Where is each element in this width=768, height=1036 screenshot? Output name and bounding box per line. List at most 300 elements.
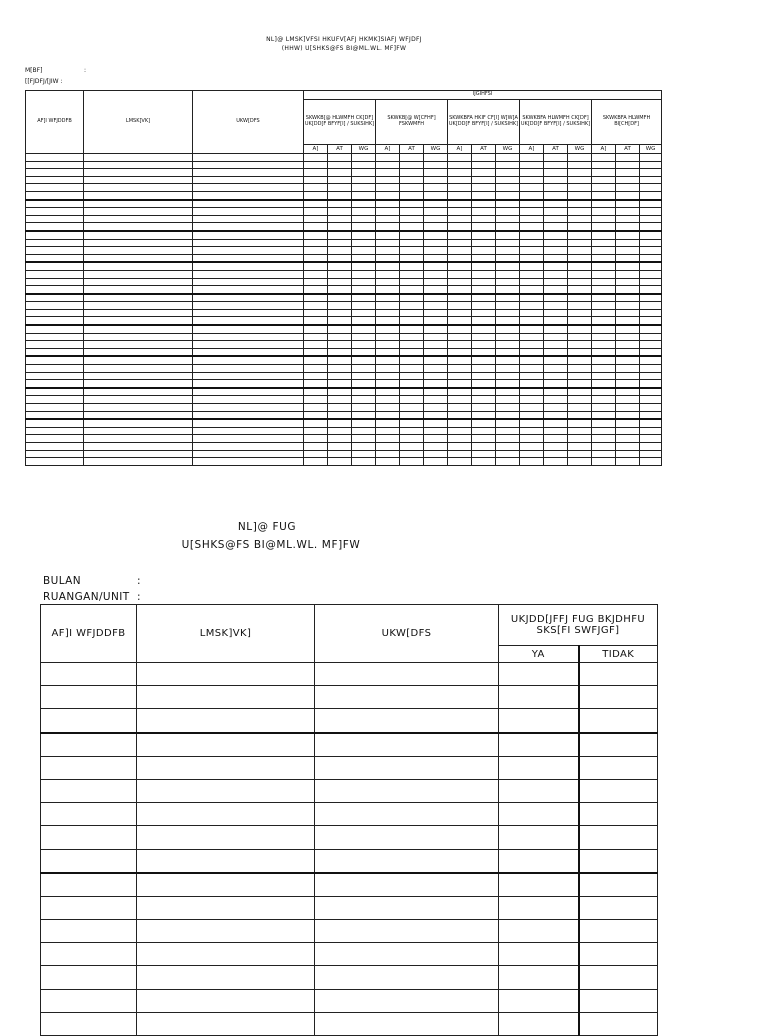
table-cell[interactable] [400,169,424,177]
table-cell[interactable] [616,348,640,356]
table-cell[interactable] [304,184,328,192]
table-cell[interactable] [544,365,568,373]
table-cell[interactable] [640,348,662,356]
table-cell[interactable] [640,239,662,247]
table-cell[interactable] [328,231,352,239]
table-cell[interactable] [424,169,448,177]
table-cell[interactable] [520,286,544,294]
table-cell[interactable] [328,365,352,373]
table-cell[interactable] [616,231,640,239]
table-cell[interactable] [496,161,520,169]
table-cell[interactable] [448,247,472,255]
table-cell[interactable] [304,154,328,162]
table-cell[interactable] [568,254,592,262]
table-cell[interactable] [26,254,84,262]
table-cell[interactable] [592,302,616,310]
table-cell[interactable] [579,896,658,919]
table-cell[interactable] [137,920,315,943]
table-cell[interactable] [193,442,304,450]
table-cell[interactable] [640,404,662,412]
table-cell[interactable] [400,427,424,435]
table-cell[interactable] [376,404,400,412]
table-cell[interactable] [193,341,304,349]
table-cell[interactable] [193,388,304,396]
table-cell[interactable] [568,231,592,239]
table-cell[interactable] [640,231,662,239]
table-cell[interactable] [496,254,520,262]
table-cell[interactable] [520,372,544,380]
table-cell[interactable] [193,309,304,317]
table-cell[interactable] [568,154,592,162]
table-cell[interactable] [424,154,448,162]
table-cell[interactable] [376,262,400,270]
table-cell[interactable] [315,756,499,779]
table-cell[interactable] [304,458,328,466]
table-cell[interactable] [472,200,496,208]
table-cell[interactable] [376,427,400,435]
table-cell[interactable] [520,380,544,388]
table-cell[interactable] [520,411,544,419]
table-cell[interactable] [616,278,640,286]
table-cell[interactable] [616,435,640,443]
table-cell[interactable] [496,278,520,286]
table-cell[interactable] [544,231,568,239]
table-cell[interactable] [193,365,304,373]
table-cell[interactable] [616,169,640,177]
table-cell[interactable] [304,450,328,458]
table-cell[interactable] [496,247,520,255]
table-cell[interactable] [592,184,616,192]
table-cell[interactable] [499,920,579,943]
table-cell[interactable] [499,733,579,757]
table-cell[interactable] [400,262,424,270]
table-cell[interactable] [520,396,544,404]
table-cell[interactable] [328,191,352,199]
table-cell[interactable] [424,435,448,443]
table-cell[interactable] [520,435,544,443]
table-cell[interactable] [544,388,568,396]
table-cell[interactable] [400,442,424,450]
table-cell[interactable] [137,873,315,897]
table-cell[interactable] [640,341,662,349]
table-cell[interactable] [544,184,568,192]
table-cell[interactable] [640,184,662,192]
table-cell[interactable] [376,365,400,373]
table-cell[interactable] [579,966,658,989]
table-cell[interactable] [352,388,376,396]
table-cell[interactable] [424,317,448,325]
table-cell[interactable] [544,302,568,310]
table-cell[interactable] [472,231,496,239]
table-cell[interactable] [26,208,84,216]
table-cell[interactable] [592,388,616,396]
table-cell[interactable] [496,380,520,388]
table-cell[interactable] [304,208,328,216]
table-cell[interactable] [592,286,616,294]
table-cell[interactable] [41,779,137,802]
table-cell[interactable] [315,989,499,1012]
table-cell[interactable] [472,254,496,262]
table-cell[interactable] [376,317,400,325]
table-cell[interactable] [376,215,400,223]
table-cell[interactable] [568,365,592,373]
table-cell[interactable] [592,294,616,302]
table-cell[interactable] [376,231,400,239]
table-cell[interactable] [304,262,328,270]
table-cell[interactable] [352,161,376,169]
table-cell[interactable] [84,215,193,223]
table-cell[interactable] [592,419,616,427]
table-cell[interactable] [616,458,640,466]
table-cell[interactable] [568,302,592,310]
table-cell[interactable] [84,396,193,404]
table-cell[interactable] [400,231,424,239]
table-cell[interactable] [26,396,84,404]
table-cell[interactable] [568,309,592,317]
table-cell[interactable] [84,247,193,255]
table-cell[interactable] [304,356,328,364]
table-cell[interactable] [544,341,568,349]
table-cell[interactable] [592,154,616,162]
table-cell[interactable] [400,200,424,208]
table-cell[interactable] [400,396,424,404]
table-cell[interactable] [315,966,499,989]
table-cell[interactable] [352,427,376,435]
table-cell[interactable] [304,419,328,427]
table-cell[interactable] [496,419,520,427]
table-cell[interactable] [315,873,499,897]
table-cell[interactable] [400,388,424,396]
table-cell[interactable] [400,270,424,278]
table-cell[interactable] [472,239,496,247]
table-cell[interactable] [84,254,193,262]
table-cell[interactable] [544,380,568,388]
table-cell[interactable] [193,161,304,169]
table-cell[interactable] [41,686,137,709]
table-cell[interactable] [616,161,640,169]
table-cell[interactable] [304,435,328,443]
table-cell[interactable] [84,169,193,177]
table-cell[interactable] [616,404,640,412]
table-cell[interactable] [592,231,616,239]
table-cell[interactable] [137,709,315,733]
table-cell[interactable] [616,341,640,349]
table-cell[interactable] [193,333,304,341]
table-cell[interactable] [520,247,544,255]
table-cell[interactable] [592,427,616,435]
table-cell[interactable] [472,348,496,356]
table-cell[interactable] [472,396,496,404]
table-cell[interactable] [472,404,496,412]
table-cell[interactable] [520,208,544,216]
table-cell[interactable] [193,191,304,199]
table-cell[interactable] [193,278,304,286]
table-cell[interactable] [640,356,662,364]
table-cell[interactable] [448,309,472,317]
table-cell[interactable] [84,442,193,450]
table-cell[interactable] [328,223,352,231]
table-cell[interactable] [424,302,448,310]
table-cell[interactable] [400,302,424,310]
table-cell[interactable] [424,380,448,388]
table-cell[interactable] [520,302,544,310]
table-cell[interactable] [592,365,616,373]
table-cell[interactable] [640,372,662,380]
table-cell[interactable] [328,458,352,466]
table-cell[interactable] [315,686,499,709]
table-cell[interactable] [376,348,400,356]
table-cell[interactable] [424,191,448,199]
table-cell[interactable] [352,380,376,388]
table-cell[interactable] [448,356,472,364]
table-cell[interactable] [137,943,315,966]
table-cell[interactable] [41,943,137,966]
table-cell[interactable] [568,247,592,255]
table-cell[interactable] [352,278,376,286]
table-cell[interactable] [193,154,304,162]
table-cell[interactable] [448,154,472,162]
table-cell[interactable] [544,169,568,177]
table-cell[interactable] [520,317,544,325]
table-cell[interactable] [568,396,592,404]
table-cell[interactable] [640,200,662,208]
table-cell[interactable] [544,356,568,364]
table-cell[interactable] [315,920,499,943]
table-cell[interactable] [568,419,592,427]
table-cell[interactable] [568,442,592,450]
table-cell[interactable] [424,286,448,294]
table-cell[interactable] [84,262,193,270]
table-cell[interactable] [193,372,304,380]
table-cell[interactable] [193,396,304,404]
table-cell[interactable] [352,411,376,419]
table-cell[interactable] [400,309,424,317]
table-cell[interactable] [640,215,662,223]
table-cell[interactable] [376,450,400,458]
table-cell[interactable] [315,663,499,686]
table-cell[interactable] [193,169,304,177]
table-cell[interactable] [328,341,352,349]
table-cell[interactable] [579,709,658,733]
table-cell[interactable] [496,396,520,404]
table-cell[interactable] [328,294,352,302]
table-cell[interactable] [499,849,579,873]
table-cell[interactable] [352,435,376,443]
table-cell[interactable] [26,309,84,317]
table-cell[interactable] [616,356,640,364]
table-cell[interactable] [26,333,84,341]
table-cell[interactable] [448,341,472,349]
table-cell[interactable] [26,458,84,466]
table-cell[interactable] [352,247,376,255]
table-cell[interactable] [376,294,400,302]
table-cell[interactable] [592,270,616,278]
table-cell[interactable] [496,325,520,333]
table-cell[interactable] [328,404,352,412]
table-cell[interactable] [592,278,616,286]
table-cell[interactable] [520,458,544,466]
table-cell[interactable] [315,896,499,919]
table-cell[interactable] [520,254,544,262]
table-cell[interactable] [376,309,400,317]
table-cell[interactable] [544,372,568,380]
table-cell[interactable] [616,286,640,294]
table-cell[interactable] [84,302,193,310]
table-cell[interactable] [616,380,640,388]
table-cell[interactable] [352,270,376,278]
table-cell[interactable] [448,184,472,192]
table-cell[interactable] [41,756,137,779]
table-cell[interactable] [448,254,472,262]
table-cell[interactable] [376,356,400,364]
table-cell[interactable] [520,215,544,223]
table-cell[interactable] [616,442,640,450]
table-cell[interactable] [376,223,400,231]
table-cell[interactable] [496,388,520,396]
table-cell[interactable] [499,709,579,733]
table-cell[interactable] [544,396,568,404]
table-cell[interactable] [84,372,193,380]
table-cell[interactable] [568,458,592,466]
table-cell[interactable] [84,325,193,333]
table-cell[interactable] [616,254,640,262]
table-cell[interactable] [26,341,84,349]
table-cell[interactable] [592,404,616,412]
table-cell[interactable] [84,278,193,286]
table-cell[interactable] [616,184,640,192]
table-cell[interactable] [640,294,662,302]
table-cell[interactable] [568,270,592,278]
table-cell[interactable] [137,756,315,779]
table-cell[interactable] [520,176,544,184]
table-cell[interactable] [328,200,352,208]
table-cell[interactable] [400,458,424,466]
table-cell[interactable] [304,278,328,286]
table-cell[interactable] [472,435,496,443]
table-cell[interactable] [376,419,400,427]
table-cell[interactable] [424,254,448,262]
table-cell[interactable] [376,247,400,255]
table-cell[interactable] [499,686,579,709]
table-cell[interactable] [448,419,472,427]
table-cell[interactable] [304,365,328,373]
table-cell[interactable] [579,873,658,897]
table-cell[interactable] [520,356,544,364]
table-cell[interactable] [640,435,662,443]
table-cell[interactable] [640,309,662,317]
table-cell[interactable] [400,278,424,286]
table-cell[interactable] [592,372,616,380]
table-cell[interactable] [376,286,400,294]
table-cell[interactable] [616,239,640,247]
table-cell[interactable] [520,262,544,270]
table-cell[interactable] [26,239,84,247]
table-cell[interactable] [496,372,520,380]
table-cell[interactable] [544,191,568,199]
table-cell[interactable] [448,411,472,419]
table-cell[interactable] [496,208,520,216]
table-cell[interactable] [41,709,137,733]
table-cell[interactable] [400,317,424,325]
table-cell[interactable] [41,849,137,873]
table-cell[interactable] [544,286,568,294]
table-cell[interactable] [424,333,448,341]
table-cell[interactable] [352,309,376,317]
table-cell[interactable] [499,663,579,686]
table-cell[interactable] [544,247,568,255]
table-cell[interactable] [84,450,193,458]
table-cell[interactable] [424,184,448,192]
table-cell[interactable] [26,294,84,302]
table-cell[interactable] [592,435,616,443]
table-cell[interactable] [544,458,568,466]
table-cell[interactable] [424,247,448,255]
table-cell[interactable] [544,239,568,247]
table-cell[interactable] [376,176,400,184]
table-cell[interactable] [304,341,328,349]
table-cell[interactable] [84,223,193,231]
table-cell[interactable] [376,380,400,388]
table-cell[interactable] [568,325,592,333]
table-cell[interactable] [640,396,662,404]
table-cell[interactable] [376,239,400,247]
table-cell[interactable] [568,356,592,364]
table-cell[interactable] [640,247,662,255]
table-cell[interactable] [328,254,352,262]
table-cell[interactable] [448,317,472,325]
table-cell[interactable] [84,365,193,373]
table-cell[interactable] [193,200,304,208]
table-cell[interactable] [26,223,84,231]
table-cell[interactable] [424,442,448,450]
table-cell[interactable] [352,208,376,216]
table-cell[interactable] [424,411,448,419]
table-cell[interactable] [448,176,472,184]
table-cell[interactable] [304,302,328,310]
table-cell[interactable] [520,223,544,231]
table-cell[interactable] [26,356,84,364]
table-cell[interactable] [472,191,496,199]
table-cell[interactable] [448,458,472,466]
table-cell[interactable] [640,278,662,286]
table-cell[interactable] [568,161,592,169]
table-cell[interactable] [520,154,544,162]
table-cell[interactable] [544,215,568,223]
table-cell[interactable] [579,686,658,709]
table-cell[interactable] [352,442,376,450]
table-cell[interactable] [400,184,424,192]
table-cell[interactable] [424,215,448,223]
table-cell[interactable] [352,223,376,231]
table-cell[interactable] [328,450,352,458]
table-cell[interactable] [315,779,499,802]
table-cell[interactable] [400,365,424,373]
table-cell[interactable] [499,873,579,897]
table-cell[interactable] [400,404,424,412]
table-cell[interactable] [496,294,520,302]
table-cell[interactable] [304,176,328,184]
table-cell[interactable] [544,435,568,443]
table-cell[interactable] [544,442,568,450]
table-cell[interactable] [26,435,84,443]
table-cell[interactable] [26,278,84,286]
table-cell[interactable] [193,317,304,325]
table-cell[interactable] [472,278,496,286]
table-cell[interactable] [352,356,376,364]
table-cell[interactable] [616,223,640,231]
table-cell[interactable] [26,215,84,223]
table-cell[interactable] [193,176,304,184]
